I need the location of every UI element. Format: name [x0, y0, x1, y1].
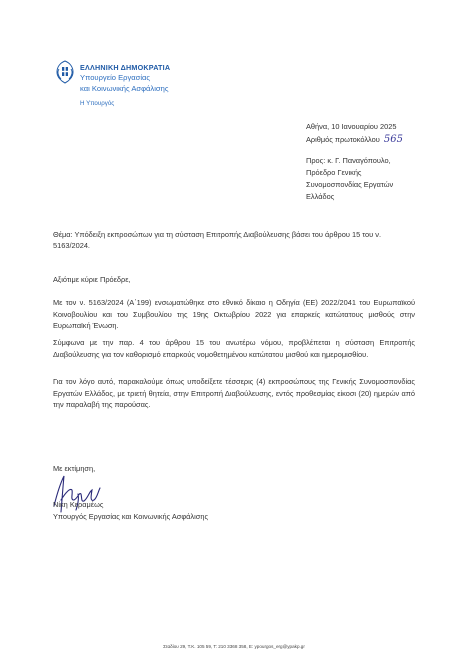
body-paragraph-3: Για τον λόγο αυτό, παρακαλούμε όπως υποδείξετε τέσσερις (4) εκπροσώπους της Γενικής Συνομοσπονδίας Εργατών Ελλάδος, με τριετή θητεία, στην Επιτροπή Διαβούλευσης, εντός προθεσμίας είκοσι (20) ημερών από την παραλαβή της παρούσας.	[53, 377, 415, 410]
body-paragraph-2: Σύμφωνα με την παρ. 4 του άρθρου 15 του ανωτέρω νόμου, προβλέπεται η σύσταση Επιτροπής Διαβούλευσης για τον καθορισμό επαρκούς νομοθετημένου κατώτατου μισθού και ημερομισθίου.	[53, 338, 415, 359]
letterhead-country: ΕΛΛΗΝΙΚΗ ΔΗΜΟΚΡΑΤΙΑ	[80, 63, 171, 72]
closing: Με εκτίμηση,	[53, 464, 96, 473]
signer-name: Νίκη Κεραμέως	[53, 500, 104, 509]
protocol-row	[306, 134, 403, 145]
salutation: Αξιότιμε κύριε Πρόεδρε,	[53, 275, 131, 284]
body-paragraph-1: Με τον ν. 5163/2024 (Α΄199) ενσωματώθηκε στο εθνικό δίκαιο η Οδηγία (ΕΕ) 2022/2041 του Ευρωπαϊκού Κοινοβουλίου και του Συμβουλίου της 19ης Οκτωβρίου 2022 για επαρκείς κατώτατους μισθούς στην Ευρωπαϊκή Ένωση.	[53, 298, 415, 331]
letterhead-office: Η Υπουργός	[80, 100, 115, 107]
protocol-number: 565	[383, 134, 403, 145]
recipient-line2: Πρόεδρο Γενικής	[306, 168, 362, 177]
recipient-line1: Προς: κ. Γ. Παναγόπουλο,	[306, 156, 391, 165]
footer-address: Σταδίου 29, Τ.Κ. 105 59, Τ: 210 3368 358, Ε: ypourgos_erg@ypakp.gr	[163, 644, 305, 649]
protocol-label: Αριθμός πρωτοκόλλου	[306, 135, 380, 144]
recipient-line3: Συνομοσπονδίας Εργατών	[306, 180, 394, 189]
recipient-line4: Ελλάδος	[306, 192, 335, 201]
letterhead-ministry-line2: και Κοινωνικής Ασφάλισης	[80, 84, 169, 93]
handwritten-signature	[48, 470, 128, 516]
place-date: Αθήνα, 10 Ιανουαρίου 2025	[306, 122, 397, 131]
greek-emblem-icon	[54, 60, 76, 84]
signer-title: Υπουργός Εργασίας και Κοινωνικής Ασφάλισης	[53, 512, 209, 521]
subject-line: Θέμα: Υπόδειξη εκπροσώπων για τη σύσταση Επιτροπής Διαβούλευσης βάσει του άρθρου 15 του ν. 5163/2024.	[53, 230, 382, 250]
letterhead-ministry-line1: Υπουργείο Εργασίας	[80, 73, 151, 82]
